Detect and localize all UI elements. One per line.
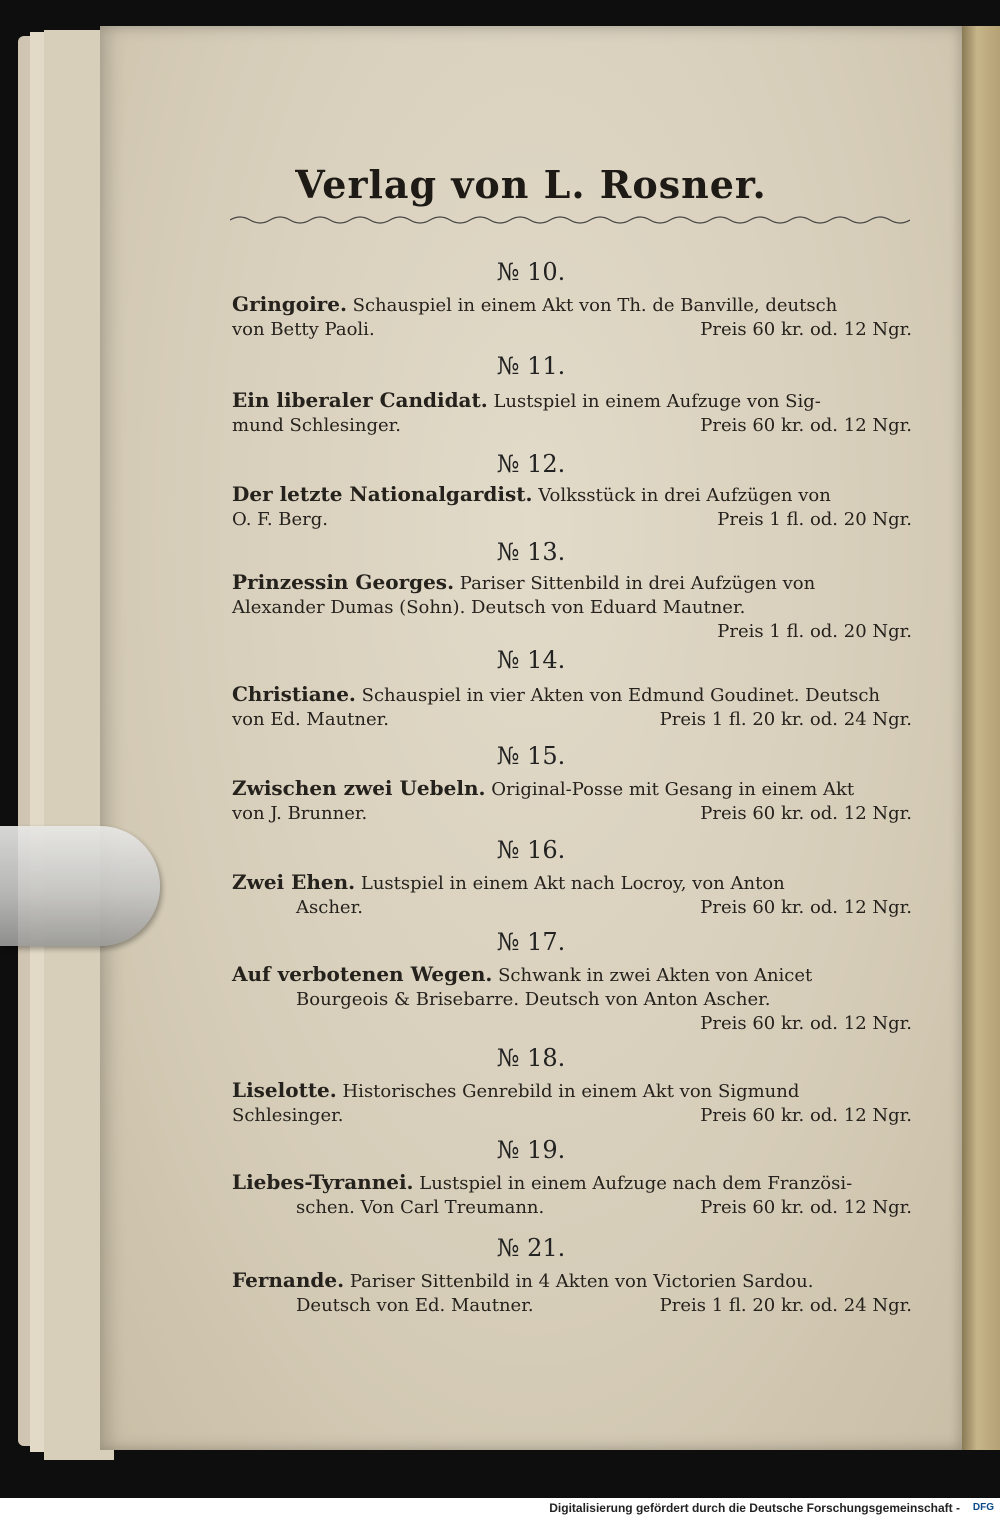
- entry-author: Ascher.: [296, 897, 363, 918]
- entry-number: № 19.: [496, 1136, 566, 1164]
- entry-description: Lustspiel in einem Aufzuge von Sig-: [493, 391, 821, 412]
- entry-author: Bourgeois & Brisebarre. Deutsch von Anton Ascher.: [296, 989, 771, 1010]
- entry-author: Alexander Dumas (Sohn). Deutsch von Eduard Mautner.: [232, 597, 746, 618]
- entry-description: Lustspiel in einem Aufzuge nach dem Französi-: [419, 1173, 853, 1194]
- footer-bar: [0, 1498, 1000, 1519]
- entry-price: Preis 1 fl. od. 20 Ngr.: [717, 621, 912, 642]
- entry-title: Gringoire.: [232, 292, 347, 316]
- entry-title: Ein liberaler Candidat.: [232, 388, 488, 412]
- entry-author: von Ed. Mautner.: [232, 709, 390, 730]
- catalog-entry: [232, 870, 912, 920]
- entry-price: Preis 1 fl. 20 kr. od. 24 Ngr.: [659, 709, 912, 730]
- entry-title: Liselotte.: [232, 1078, 337, 1102]
- catalog-entry: [232, 388, 912, 438]
- entry-title: Zwei Ehen.: [232, 870, 356, 894]
- book-cover-edge: [962, 26, 1000, 1450]
- entry-title: Prinzessin Georges.: [232, 570, 455, 594]
- entry-description: Volksstück in drei Aufzügen von: [538, 485, 831, 506]
- entry-title: Zwischen zwei Uebeln.: [232, 776, 486, 800]
- entry-title: Liebes-Tyrannei.: [232, 1170, 414, 1194]
- page-clip: [0, 826, 160, 946]
- entry-price: Preis 60 kr. od. 12 Ngr.: [700, 415, 912, 436]
- entry-description: Original-Posse mit Gesang in einem Akt: [491, 779, 855, 800]
- page-title: Verlag von L. Rosner.: [295, 162, 767, 207]
- entry-number: № 18.: [496, 1044, 566, 1072]
- catalog-entry: [232, 1268, 912, 1318]
- entry-description: Schwank in zwei Akten von Anicet: [498, 965, 813, 986]
- catalog-entry: [232, 1170, 912, 1220]
- entry-number: № 12.: [496, 450, 566, 478]
- entry-title: Der letzte Nationalgardist.: [232, 482, 533, 506]
- entry-title: Fernande.: [232, 1268, 345, 1292]
- entry-description: Pariser Sittenbild in drei Aufzügen von: [459, 573, 816, 594]
- entry-number: № 13.: [496, 538, 566, 566]
- entry-title: Auf verbotenen Wegen.: [232, 962, 493, 986]
- entry-number: № 14.: [496, 646, 566, 674]
- entry-author: schen. Von Carl Treumann.: [296, 1197, 545, 1218]
- entry-number: № 17.: [496, 928, 566, 956]
- entry-author: Schlesinger.: [232, 1105, 344, 1126]
- entry-price: Preis 60 kr. od. 12 Ngr.: [700, 897, 912, 918]
- entry-description: Schauspiel in einem Akt von Th. de Banville, deutsch: [352, 295, 838, 316]
- catalog-entry: [232, 1078, 912, 1128]
- catalog-entry: [232, 776, 912, 826]
- catalog-entry: [232, 292, 912, 342]
- entry-number: № 16.: [496, 836, 566, 864]
- entry-title: Christiane.: [232, 682, 356, 706]
- catalog-entry: [232, 482, 912, 532]
- entry-author: Deutsch von Ed. Mautner.: [296, 1295, 534, 1316]
- entry-price: Preis 1 fl. od. 20 Ngr.: [717, 509, 912, 530]
- wavy-divider: [230, 208, 910, 230]
- entry-price: Preis 60 kr. od. 12 Ngr.: [700, 1105, 912, 1126]
- entry-price: Preis 60 kr. od. 12 Ngr.: [700, 1197, 912, 1218]
- entry-price: Preis 1 fl. 20 kr. od. 24 Ngr.: [659, 1295, 912, 1316]
- entry-number: № 15.: [496, 742, 566, 770]
- catalog-entry: [232, 682, 912, 732]
- entry-author: von Betty Paoli.: [232, 319, 375, 340]
- entry-number: № 21.: [496, 1234, 566, 1262]
- entry-description: Historisches Genrebild in einem Akt von Sigmund: [342, 1081, 800, 1102]
- entry-number: № 10.: [496, 258, 566, 286]
- entry-author: O. F. Berg.: [232, 509, 329, 530]
- footer-credit: Digitalisierung gefördert durch die Deutsche Forschungsgemeinschaft -: [549, 1501, 960, 1515]
- entry-description: Lustspiel in einem Akt nach Locroy, von Anton: [360, 873, 785, 894]
- catalog-entry: [232, 570, 912, 644]
- entry-price: Preis 60 kr. od. 12 Ngr.: [700, 319, 912, 340]
- entry-description: Schauspiel in vier Akten von Edmund Goudinet. Deutsch: [361, 685, 880, 706]
- entry-number: № 11.: [496, 352, 566, 380]
- entry-description: Pariser Sittenbild in 4 Akten von Victorien Sardou.: [349, 1271, 814, 1292]
- entry-author: von J. Brunner.: [232, 803, 368, 824]
- entry-price: Preis 60 kr. od. 12 Ngr.: [700, 803, 912, 824]
- catalog-entry: [232, 962, 912, 1036]
- dfg-logo: DFG: [972, 1502, 994, 1513]
- entry-author: mund Schlesinger.: [232, 415, 402, 436]
- entry-price: Preis 60 kr. od. 12 Ngr.: [700, 1013, 912, 1034]
